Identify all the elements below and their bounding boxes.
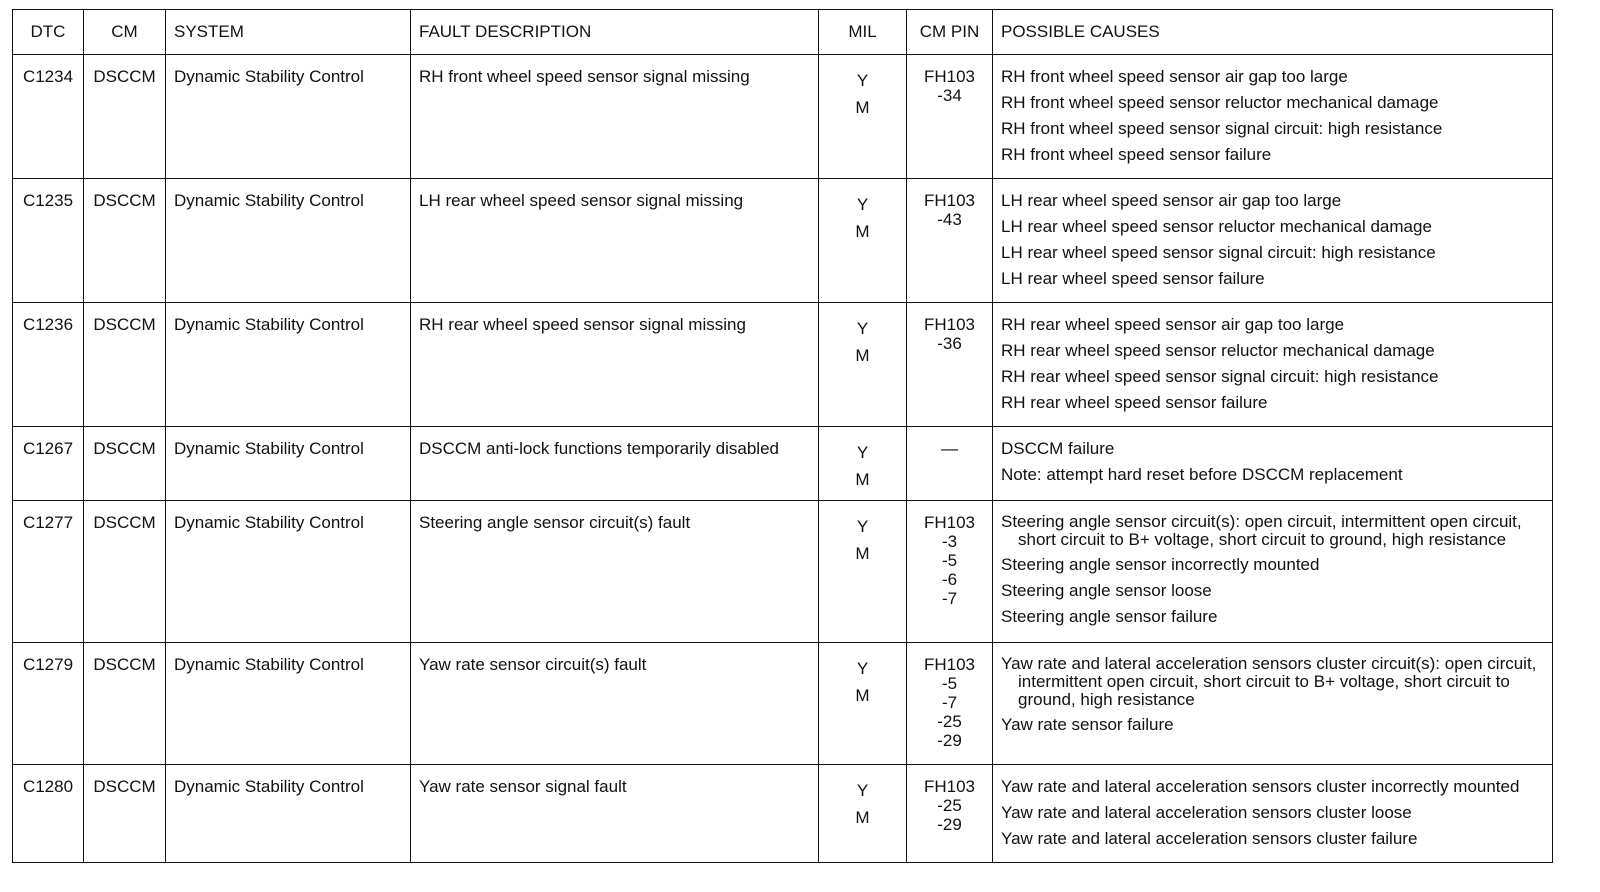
possible-cause-item: RH rear wheel speed sensor reluctor mechanical damage: [1001, 341, 1435, 360]
fault-description-cell: Yaw rate sensor circuit(s) fault: [411, 643, 819, 765]
cm-pin-value: FH103: [923, 67, 976, 86]
cm-pin-cell: [907, 55, 993, 179]
header-dtc: DTC: [13, 10, 84, 55]
possible-cause-item: Yaw rate and lateral acceleration sensors cluster loose: [1001, 803, 1412, 822]
possible-cause-item: RH rear wheel speed sensor air gap too large: [1001, 315, 1345, 334]
header-possible-causes: POSSIBLE CAUSES: [993, 10, 1553, 55]
cm-pin-value: FH103: [923, 777, 976, 796]
control-module-cell: DSCCM: [84, 179, 166, 303]
cm-pin-value: FH103: [923, 191, 976, 210]
system-cell: Dynamic Stability Control: [166, 303, 411, 427]
table-row: [13, 303, 1553, 427]
possible-cause-item: Yaw rate and lateral acceleration sensors cluster circuit(s): open circuit, intermittent open circuit, short circuit to B+ voltage, short circuit to ground, high resistance: [1001, 654, 1537, 709]
mil-cell: [819, 303, 907, 427]
system-cell: Dynamic Stability Control: [166, 501, 411, 643]
dtc-table-container: [12, 9, 1553, 863]
possible-cause-item: RH rear wheel speed sensor failure: [1001, 393, 1268, 412]
possible-causes-cell: [993, 501, 1553, 643]
possible-cause-item: LH rear wheel speed sensor reluctor mechanical damage: [1001, 217, 1432, 236]
fault-description-cell: RH rear wheel speed sensor signal missing: [411, 303, 819, 427]
control-module-cell: DSCCM: [84, 55, 166, 179]
possible-cause-item: Note: attempt hard reset before DSCCM replacement: [1001, 465, 1403, 484]
possible-cause-item: Yaw rate and lateral acceleration sensors cluster incorrectly mounted: [1001, 777, 1520, 796]
mil-value: Y: [856, 319, 869, 338]
header-mil: MIL: [819, 10, 907, 55]
possible-causes-cell: [993, 179, 1553, 303]
mil-value: Y: [856, 195, 869, 214]
mil-cell: [819, 179, 907, 303]
cm-pin-value: FH103: [923, 315, 976, 334]
header-cm-pin: CM PIN: [907, 10, 993, 55]
dtc-code-cell: C1279: [13, 643, 84, 765]
possible-cause-item: Steering angle sensor circuit(s): open circuit, intermittent open circuit, short circuit to B+ voltage, short circuit to ground, high resistance: [1001, 512, 1522, 549]
cm-pin-value: -29: [937, 731, 962, 750]
possible-cause-item: LH rear wheel speed sensor signal circuit: high resistance: [1001, 243, 1436, 262]
possible-cause-item: RH front wheel speed sensor reluctor mechanical damage: [1001, 93, 1439, 112]
control-module-cell: DSCCM: [84, 427, 166, 501]
possible-cause-item: RH front wheel speed sensor air gap too large: [1001, 67, 1348, 86]
cm-pin-value: -36: [937, 334, 962, 353]
cm-pin-cell: [907, 765, 993, 863]
cm-pin-value: -6: [941, 570, 958, 589]
cm-pin-value: -34: [937, 86, 962, 105]
mil-value: M: [855, 346, 870, 365]
table-body: [13, 55, 1553, 863]
cm-pin-cell: [907, 643, 993, 765]
system-cell: Dynamic Stability Control: [166, 427, 411, 501]
possible-cause-item: RH front wheel speed sensor signal circuit: high resistance: [1001, 119, 1443, 138]
mil-value: M: [855, 808, 870, 827]
system-cell: Dynamic Stability Control: [166, 765, 411, 863]
table-row: [13, 55, 1553, 179]
possible-cause-item: Yaw rate sensor failure: [1001, 715, 1174, 734]
dtc-code-cell: C1277: [13, 501, 84, 643]
cm-pin-value: —: [941, 439, 958, 458]
possible-cause-item: LH rear wheel speed sensor air gap too large: [1001, 191, 1342, 210]
table-row: [13, 765, 1553, 863]
possible-causes-cell: [993, 765, 1553, 863]
cm-pin-cell: [907, 427, 993, 501]
possible-cause-item: Steering angle sensor incorrectly mounted: [1001, 555, 1320, 574]
cm-pin-value: -25: [937, 796, 962, 815]
table-row: [13, 427, 1553, 501]
cm-pin-value: -29: [937, 815, 962, 834]
table-row: [13, 501, 1553, 643]
dtc-code-cell: C1267: [13, 427, 84, 501]
system-cell: Dynamic Stability Control: [166, 643, 411, 765]
cm-pin-cell: [907, 501, 993, 643]
mil-cell: [819, 501, 907, 643]
mil-value: Y: [856, 517, 869, 536]
cm-pin-value: FH103: [923, 513, 976, 532]
cm-pin-value: -5: [941, 551, 958, 570]
fault-description-cell: DSCCM anti-lock functions temporarily disabled: [411, 427, 819, 501]
cm-pin-value: -3: [941, 532, 958, 551]
cm-pin-value: -7: [941, 589, 958, 608]
fault-description-cell: Steering angle sensor circuit(s) fault: [411, 501, 819, 643]
fault-description-cell: LH rear wheel speed sensor signal missing: [411, 179, 819, 303]
table-row: [13, 643, 1553, 765]
header-cm: CM: [84, 10, 166, 55]
mil-value: M: [855, 98, 870, 117]
mil-value: M: [855, 470, 870, 489]
possible-cause-item: Steering angle sensor failure: [1001, 607, 1218, 626]
cm-pin-value: -7: [941, 693, 958, 712]
mil-cell: [819, 765, 907, 863]
dtc-code-cell: C1234: [13, 55, 84, 179]
mil-cell: [819, 55, 907, 179]
mil-value: M: [855, 686, 870, 705]
cm-pin-value: -25: [937, 712, 962, 731]
control-module-cell: DSCCM: [84, 303, 166, 427]
header-fault-description: FAULT DESCRIPTION: [411, 10, 819, 55]
mil-value: Y: [856, 71, 869, 90]
control-module-cell: DSCCM: [84, 501, 166, 643]
mil-value: Y: [856, 659, 869, 678]
dtc-code-cell: C1280: [13, 765, 84, 863]
mil-value: M: [855, 544, 870, 563]
fault-description-cell: Yaw rate sensor signal fault: [411, 765, 819, 863]
possible-cause-item: Yaw rate and lateral acceleration sensors cluster failure: [1001, 829, 1418, 848]
cm-pin-value: FH103: [923, 655, 976, 674]
header-row: [13, 10, 1553, 55]
possible-cause-item: DSCCM failure: [1001, 439, 1115, 458]
mil-value: M: [855, 222, 870, 241]
possible-causes-cell: [993, 643, 1553, 765]
fault-description-cell: RH front wheel speed sensor signal missing: [411, 55, 819, 179]
system-cell: Dynamic Stability Control: [166, 55, 411, 179]
table-row: [13, 179, 1553, 303]
cm-pin-value: -5: [941, 674, 958, 693]
cm-pin-cell: [907, 303, 993, 427]
system-cell: Dynamic Stability Control: [166, 179, 411, 303]
control-module-cell: DSCCM: [84, 643, 166, 765]
possible-cause-item: RH front wheel speed sensor failure: [1001, 145, 1272, 164]
possible-causes-cell: [993, 55, 1553, 179]
possible-cause-item: RH rear wheel speed sensor signal circuit: high resistance: [1001, 367, 1439, 386]
possible-cause-item: LH rear wheel speed sensor failure: [1001, 269, 1265, 288]
possible-cause-item: Steering angle sensor loose: [1001, 581, 1212, 600]
mil-cell: [819, 643, 907, 765]
mil-value: Y: [856, 443, 869, 462]
possible-causes-cell: [993, 427, 1553, 501]
control-module-cell: DSCCM: [84, 765, 166, 863]
dtc-code-cell: C1236: [13, 303, 84, 427]
mil-cell: [819, 427, 907, 501]
dtc-code-cell: C1235: [13, 179, 84, 303]
dtc-table: [12, 9, 1553, 863]
possible-causes-cell: [993, 303, 1553, 427]
header-system: SYSTEM: [166, 10, 411, 55]
mil-value: Y: [856, 781, 869, 800]
cm-pin-value: -43: [937, 210, 962, 229]
cm-pin-cell: [907, 179, 993, 303]
